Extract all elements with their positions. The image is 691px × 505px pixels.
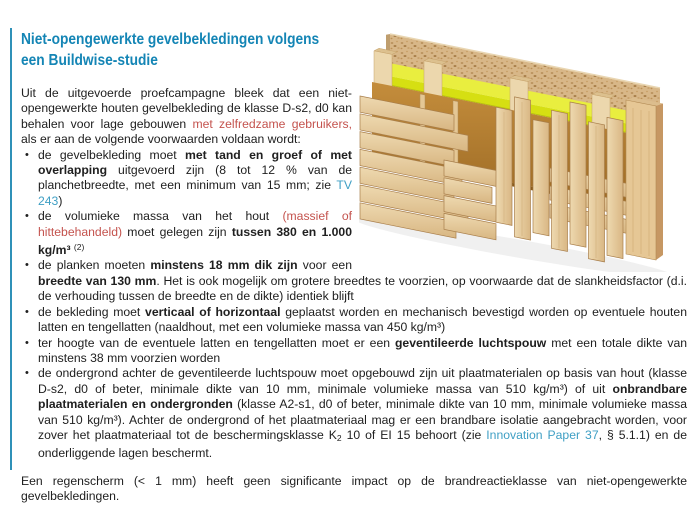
inline-link[interactable]: Innovation Paper 37 — [486, 427, 599, 442]
text-run: uitgevoerd zijn (8 tot 12 % van de planchetbreedte, met een minimum van 15 mm; zie — [38, 163, 352, 193]
text-run: (klasse A2-s1, d0 of beter, minimale dikte van 10 mm, minimale volumieke massa van 510 kg/m³). Achter de ondergrond of het plaatmateriaal mag er een brandbare isolatie aangebracht worden, voor zover het plaatmateriaal tot de beschermingsklasse K — [38, 397, 687, 442]
text-run: de gevelbekleding moet — [38, 147, 185, 162]
text-run: moet gelegen zijn — [122, 224, 232, 239]
condition-item — [21, 258, 687, 304]
page-title-line-2: een Buildwise-studie — [21, 52, 158, 69]
text-run: geventileerde luchtspouw — [394, 335, 547, 350]
text-run: met een totale dikte van minstens 38 mm voorzien worden — [38, 335, 687, 365]
text-run: , § 5.1.1) en de onderliggende lagen beschermt. — [38, 427, 687, 461]
condition-item — [21, 366, 687, 461]
bullet-marker: • — [25, 305, 29, 318]
page-title-line-1: Niet-opengewerkte gevelbekledingen volgens — [21, 31, 320, 48]
text-run: breedte van 130 mm — [38, 273, 157, 288]
bullet-marker: • — [25, 336, 29, 349]
text-run: minstens 18 mm dik zijn — [150, 258, 298, 273]
closing-paragraph — [21, 474, 687, 505]
text-run: (massief of hittebehandeld) — [38, 209, 352, 239]
text-run: tussen 380 en 1.000 kg/m³ — [38, 224, 352, 258]
text-run: geplaatst worden en mechanisch bevestigd worden op eventuele houten latten en tengellatten (naaldhout, met een volumieke massa van 450 kg/m³) — [38, 304, 687, 335]
condition-text — [38, 209, 352, 257]
text-run: de ondergrond achter de geventileerde luchtspouw moet opgebouwd zijn uit plaatmaterialen op basis van hout (klasse D-s2, d0 of beter, minimale dikte van 10 mm, minimale volumieke massa van 510 kg/m³) of uit — [38, 366, 687, 396]
text-run: ) — [58, 193, 63, 208]
text-run: onbrandbare plaatmaterialen en ondergronden — [38, 381, 687, 412]
bullet-marker: • — [25, 367, 29, 380]
condition-text — [38, 305, 687, 334]
text-run: voor een — [297, 258, 352, 273]
text-run: als er aan de volgende voorwaarden voldaan wordt: — [21, 132, 301, 147]
text-run: verticaal of horizontaal — [145, 304, 281, 319]
condition-text — [38, 148, 352, 208]
condition-item — [21, 336, 687, 367]
text-run: Uit de uitgevoerde proefcampagne bleek dat een niet-opengewerkte houten gevelbekleding de klasse D-s2, d0 kan behalen voor lage gebouwen — [21, 86, 352, 131]
text-run: de bekleding moet — [38, 304, 146, 319]
text-run: Een regenscherm (< 1 mm) heeft geen significante impact op de brandreactieklasse van niet-opengewerkte gevelbekledingen. — [21, 473, 687, 504]
condition-item — [21, 148, 687, 210]
text-run: 10 of EI 15 behoort (zie — [341, 427, 487, 442]
condition-item — [21, 209, 687, 258]
condition-item — [21, 305, 687, 336]
page-title — [21, 29, 391, 71]
accent-bar — [10, 28, 12, 470]
text-run: met tand en groef of met overlapping — [38, 147, 352, 178]
bullet-marker: • — [25, 259, 29, 272]
article-content — [21, 26, 687, 505]
text-run: met zelfredzame gebruikers, — [192, 116, 352, 131]
text-run: de volumieke massa van het hout — [38, 209, 283, 224]
text-run: (2) — [73, 242, 85, 253]
bullet-marker: • — [25, 210, 29, 223]
condition-text — [38, 336, 687, 365]
condition-text — [38, 258, 687, 303]
text-run: 2 — [336, 432, 342, 443]
condition-text — [38, 366, 687, 460]
text-run: ter hoogte van de eventuele latten en tengellatten moet er een — [38, 335, 395, 350]
bullet-marker: • — [25, 148, 29, 161]
text-run: . Het is ook mogelijk om grotere breedtes te voorzien, op voorwaarde dat de slankheidsfactor (d.i. de verhouding tussen de breedte en de dikte) identiek blijft — [38, 273, 687, 304]
inline-link[interactable]: TV 243 — [38, 178, 352, 208]
conditions-list — [21, 148, 687, 462]
text-run: de planken moeten — [38, 258, 151, 273]
